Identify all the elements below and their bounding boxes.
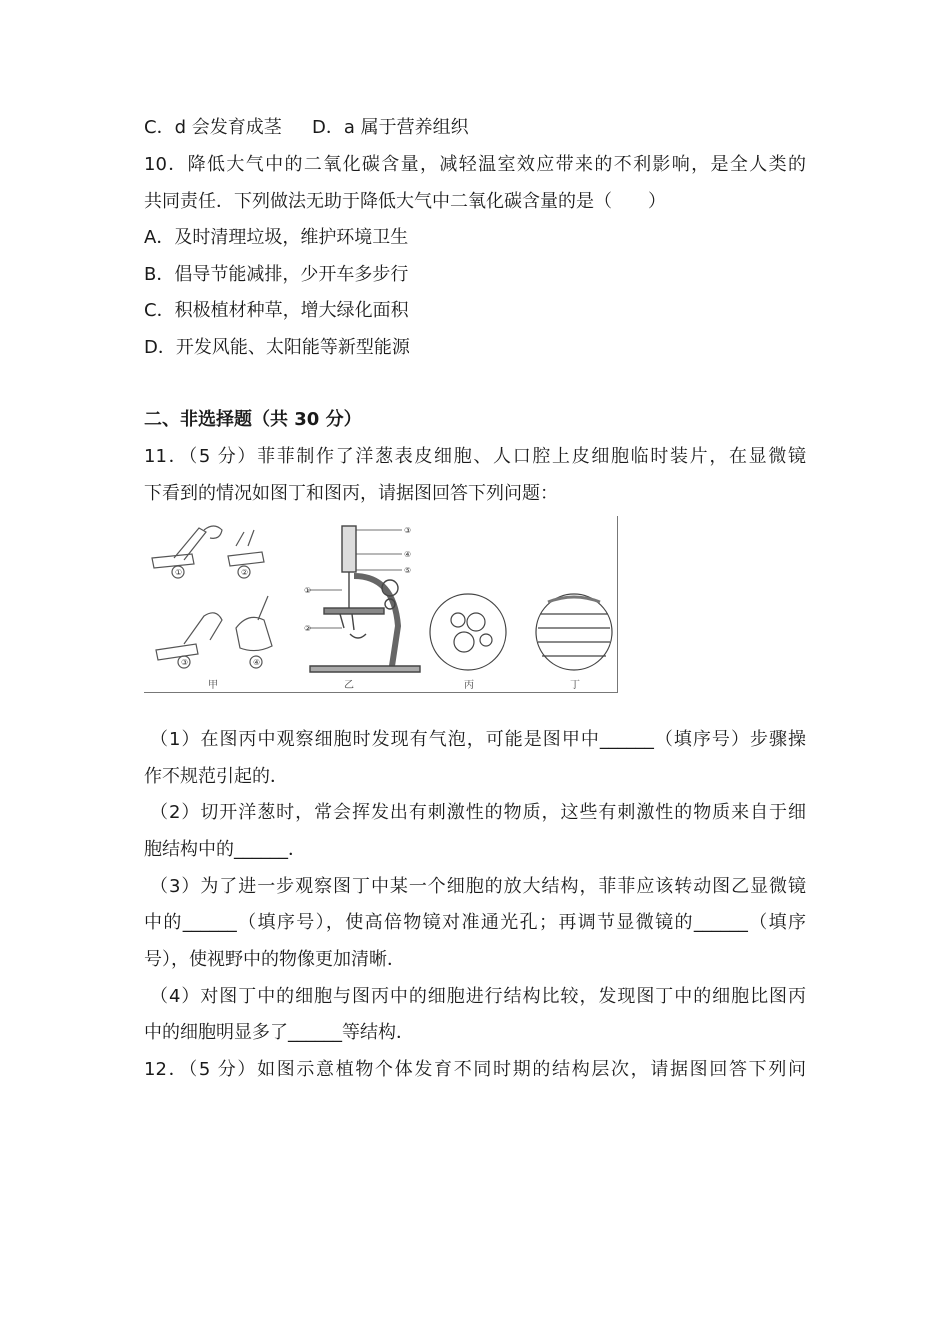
base-icon	[310, 666, 420, 672]
panel-label-bing: 丙	[464, 680, 474, 691]
q11-p3-line-1: （3）为了进一步观察图丁中某一个细胞的放大结构，菲菲应该转动图乙显微镜	[150, 876, 806, 897]
arm-icon	[354, 576, 398, 666]
step-number-2: ②	[241, 568, 249, 577]
eyepiece-tube-icon	[342, 526, 356, 572]
step-number-4: ④	[253, 658, 261, 667]
scope-number-3: ③	[404, 526, 412, 535]
slide-2-icon	[228, 552, 264, 566]
step-number-1: ①	[175, 568, 183, 577]
step-number-3: ③	[181, 658, 189, 667]
q11-p4-line-2: 中的细胞明显多了______等结构．	[144, 1022, 414, 1043]
field-ding-circle	[536, 594, 612, 670]
q11-figure	[144, 516, 618, 693]
stage-icon	[324, 608, 384, 614]
bubble-icon-3	[454, 632, 474, 652]
objective-icon	[340, 614, 354, 630]
scope-number-4: ④	[404, 550, 412, 559]
panel-label-jia: 甲	[208, 680, 218, 691]
panel-label-ding: 丁	[570, 680, 580, 691]
q11-stem-line-1: 11．（5 分）菲菲制作了洋葱表皮细胞、人口腔上皮细胞临时装片，在显微镜	[144, 446, 806, 467]
option-d-prev: D．a 属于营养组织	[312, 117, 469, 138]
onion-icon	[236, 617, 272, 650]
q11-p4-line-1: （4）对图丁中的细胞与图丙中的细胞进行结构比较，发现图丁中的细胞比图丙	[150, 986, 806, 1007]
onion-cells-icon	[538, 614, 610, 656]
panel-ding-field	[536, 594, 612, 670]
panel-labels	[208, 679, 580, 691]
q11-p3-line-2: 中的______（填序号），使高倍物镜对准通光孔；再调节显微镜的______（填序	[144, 912, 806, 933]
cell-shading-icon	[548, 597, 600, 602]
option-c-prev: C．d 会发育成茎	[144, 117, 282, 138]
slide-3-icon	[156, 644, 198, 660]
section-2-title: 二、非选择题（共 30 分）	[144, 409, 362, 430]
field-bing-circle	[430, 594, 506, 670]
q11-p1-line-1: （1）在图丙中观察细胞时发现有气泡，可能是图甲中______（填序号）步骤操	[150, 729, 806, 750]
q10-option-a: A．及时清理垃圾，维护环境卫生	[144, 227, 409, 248]
panel-yi-microscope	[308, 526, 420, 672]
q11-figure-drawing	[144, 516, 617, 692]
q10-option-d: D．开发风能、太阳能等新型能源	[144, 337, 410, 358]
scope-number-2: ②	[304, 624, 312, 633]
q10-stem-line-1: 10．降低大气中的二氧化碳含量，减轻温室效应带来的不利影响，是全人类的	[144, 154, 806, 175]
needle-icon	[258, 596, 268, 620]
hand-3-icon	[184, 613, 222, 644]
q11-p1-line-2: 作不规范引起的．	[144, 766, 288, 787]
forceps-icon	[236, 530, 254, 546]
mirror-icon	[350, 634, 366, 638]
q12-stem-line-1: 12．（5 分）如图示意植物个体发育不同时期的结构层次，请据图回答下列问	[144, 1059, 806, 1080]
q10-stem-line-2: 共同责任．下列做法无助于降低大气中二氧化碳含量的是（ ）	[144, 191, 666, 212]
q11-p2-line-2: 胞结构中的______．	[144, 839, 306, 860]
scope-number-5: ⑤	[404, 566, 412, 575]
q11-p2-line-1: （2）切开洋葱时，常会挥发出有刺激性的物质，这些有刺激性的物质来自于细	[150, 802, 806, 823]
hand-icon	[204, 526, 222, 538]
scope-number-1: ①	[304, 586, 312, 595]
bubble-icon	[451, 613, 465, 627]
q11-p3-line-3: 号），使视野中的物像更加清晰．	[144, 949, 405, 970]
panel-jia	[152, 526, 272, 668]
q11-stem-line-2: 下看到的情况如图丁和图丙，请据图回答下列问题：	[144, 483, 558, 504]
bubble-icon-2	[467, 613, 485, 631]
step-numbers	[175, 568, 260, 667]
bubble-icon-4	[480, 634, 492, 646]
panel-bing-field	[430, 594, 506, 670]
q10-option-b: B．倡导节能减排，少开车多步行	[144, 264, 409, 285]
panel-label-yi: 乙	[344, 680, 354, 691]
q10-option-c: C．积极植材种草，增大绿化面积	[144, 300, 409, 321]
